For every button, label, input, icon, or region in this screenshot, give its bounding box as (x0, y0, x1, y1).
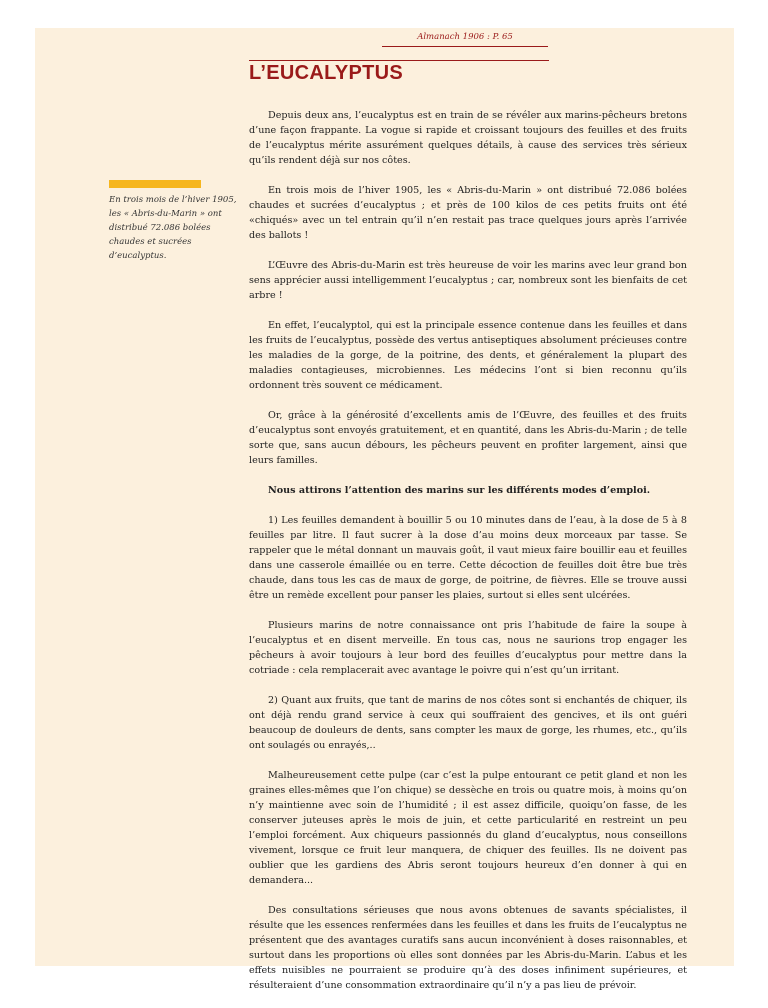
paragraph: Or, grâce à la générosité d’excellents amis de l’Œuvre, des feuilles et des fruits d’eucalyptus sont envoyés gratuitement, et en quantité, dans les Abris-du-Marin ; de telle sorte que, sans aucun débours, les pêcheurs peuvent en profiter largement, ainsi que leurs familles. (249, 410, 687, 466)
sidebar-pull-quote: En trois mois de l’hiver 1905, les « Abris-du-Marin » ont distribué 72.086 bolées chaudes et sucrées d’eucalyptus. (109, 195, 237, 261)
paragraph: En trois mois de l’hiver 1905, les « Abris-du-Marin » ont distribué 72.086 bolées chaudes et sucrées d’eucalyptus ; et près de 100 kilos de ces petits fruits ont été «chiqués» avec un tel entrain qu’il n’en restait pas trace quelques jours après l’arrivée des ballots ! (249, 185, 687, 241)
paragraph: 2) Quant aux fruits, que tant de marins de nos côtes sont si enchantés de chiquer, ils ont déjà rendu grand service à ceux qui souffraient des gencives, et ils ont guéri beaucoup de douleurs de dents, sans compter les maux de gorge, les rhumes, etc., qu’ils ont soulagés ou enrayés,.. (249, 695, 687, 751)
article-title: L’EUCALYPTUS (249, 62, 404, 84)
paragraph: L’Œuvre des Abris-du-Marin est très heureuse de voir les marins avec leur grand bon sens apprécier aussi intelligemment l’eucalyptus ; car, nombreux sont les bienfaits de cet arbre ! (249, 260, 687, 301)
paragraph: Malheureusement cette pulpe (car c’est la pulpe entourant ce petit gland et non les graines elles-mêmes que l’on chique) se dessèche en trois ou quatre mois, à moins qu’on n’y maintienne avec soin de l’humidité ; il est assez difficile, quoiqu’on fasse, de les conserver juteuses après le mois de juin, et cette particularité en restreint un peu l’emploi forcément. Aux chiqueurs passionnés du gland d’eucalyptus, nous conseillons vivement, lorsque ce fruit leur manquera, de chiquer des feuilles. Ils ne doivent pas oublier que les gardiens des Abris seront toujours heureux d’en donner à qui en demandera... (249, 770, 687, 886)
running-head-text: Almanach 1906 : P. 65 (417, 32, 513, 42)
article-body (249, 108, 687, 1008)
paragraph-emphasis: Nous attirons l’attention des marins sur les différents modes d’emploi. (268, 485, 651, 496)
paragraph: Des consultations sérieuses que nous avons obtenues de savants spécialistes, il résulte que les essences renfermées dans les feuilles et dans les fruits de l’eucalyptus ne présentent que des avantages curatifs sans aucun inconvénient à doses raisonnables, et surtout dans les proportions où elles sont données par les Abris-du-Marin. L’abus et les effets nuisibles ne pourraient se produire qu’à des doses infiniment supérieures, et résulteraient d’une consommation extraordinaire qu’il n’y a pas lieu de prévoir. (249, 905, 687, 991)
running-head (382, 32, 548, 59)
paragraph: 1) Les feuilles demandent à bouillir 5 ou 10 minutes dans de l’eau, à la dose de 5 à 8 feuilles par litre. Il faut sucrer à la dose d’au moins deux morceaux par tasse. Se rappeler que le métal donnant un mauvais goût, il vaut mieux faire bouillir eau et feuilles dans une casserole émaillée ou en terre. Cette décoction de feuilles doit être bue très chaude, dans tous les cas de maux de gorge, de poitrine, de fièvres. Elle se trouve aussi être un remède excellent pour panser les plaies, surtout si elles sent ulcérées. (249, 515, 687, 601)
sidebar-accent-bar (109, 180, 201, 188)
title-rule (249, 60, 549, 61)
page (35, 28, 734, 991)
paragraph: Plusieurs marins de notre connaissance ont pris l’habitude de faire la soupe à l’eucalyptus et en disent merveille. En tous cas, nous ne saurions trop engager les pêcheurs à avoir toujours à leur bord des feuilles d’eucalyptus pour mettre dans la cotriade : cela remplacerait avec avantage le poivre qui n’est qu’un irritant. (249, 620, 687, 676)
paragraph: Depuis deux ans, l’eucalyptus est en train de se révéler aux marins-pêcheurs bretons d’une façon frappante. La vogue si rapide et croissant toujours des feuilles et des fruits de l’eucalyptus mérite assurément quelques détails, à cause des services très sérieux qu’ils rendent déjà sur nos côtes. (249, 110, 687, 166)
paragraph: En effet, l’eucalyptol, qui est la principale essence contenue dans les feuilles et dans les fruits de l’eucalyptus, possède des vertus antiseptiques absolument précieuses contre les maladies de la gorge, de la poitrine, des dents, et généralement la plupart des maladies contagieuses, microbiennes. Les médecins l’ont si bien reconnu qu’ils ordonnent très souvent ce médicament. (249, 320, 687, 391)
